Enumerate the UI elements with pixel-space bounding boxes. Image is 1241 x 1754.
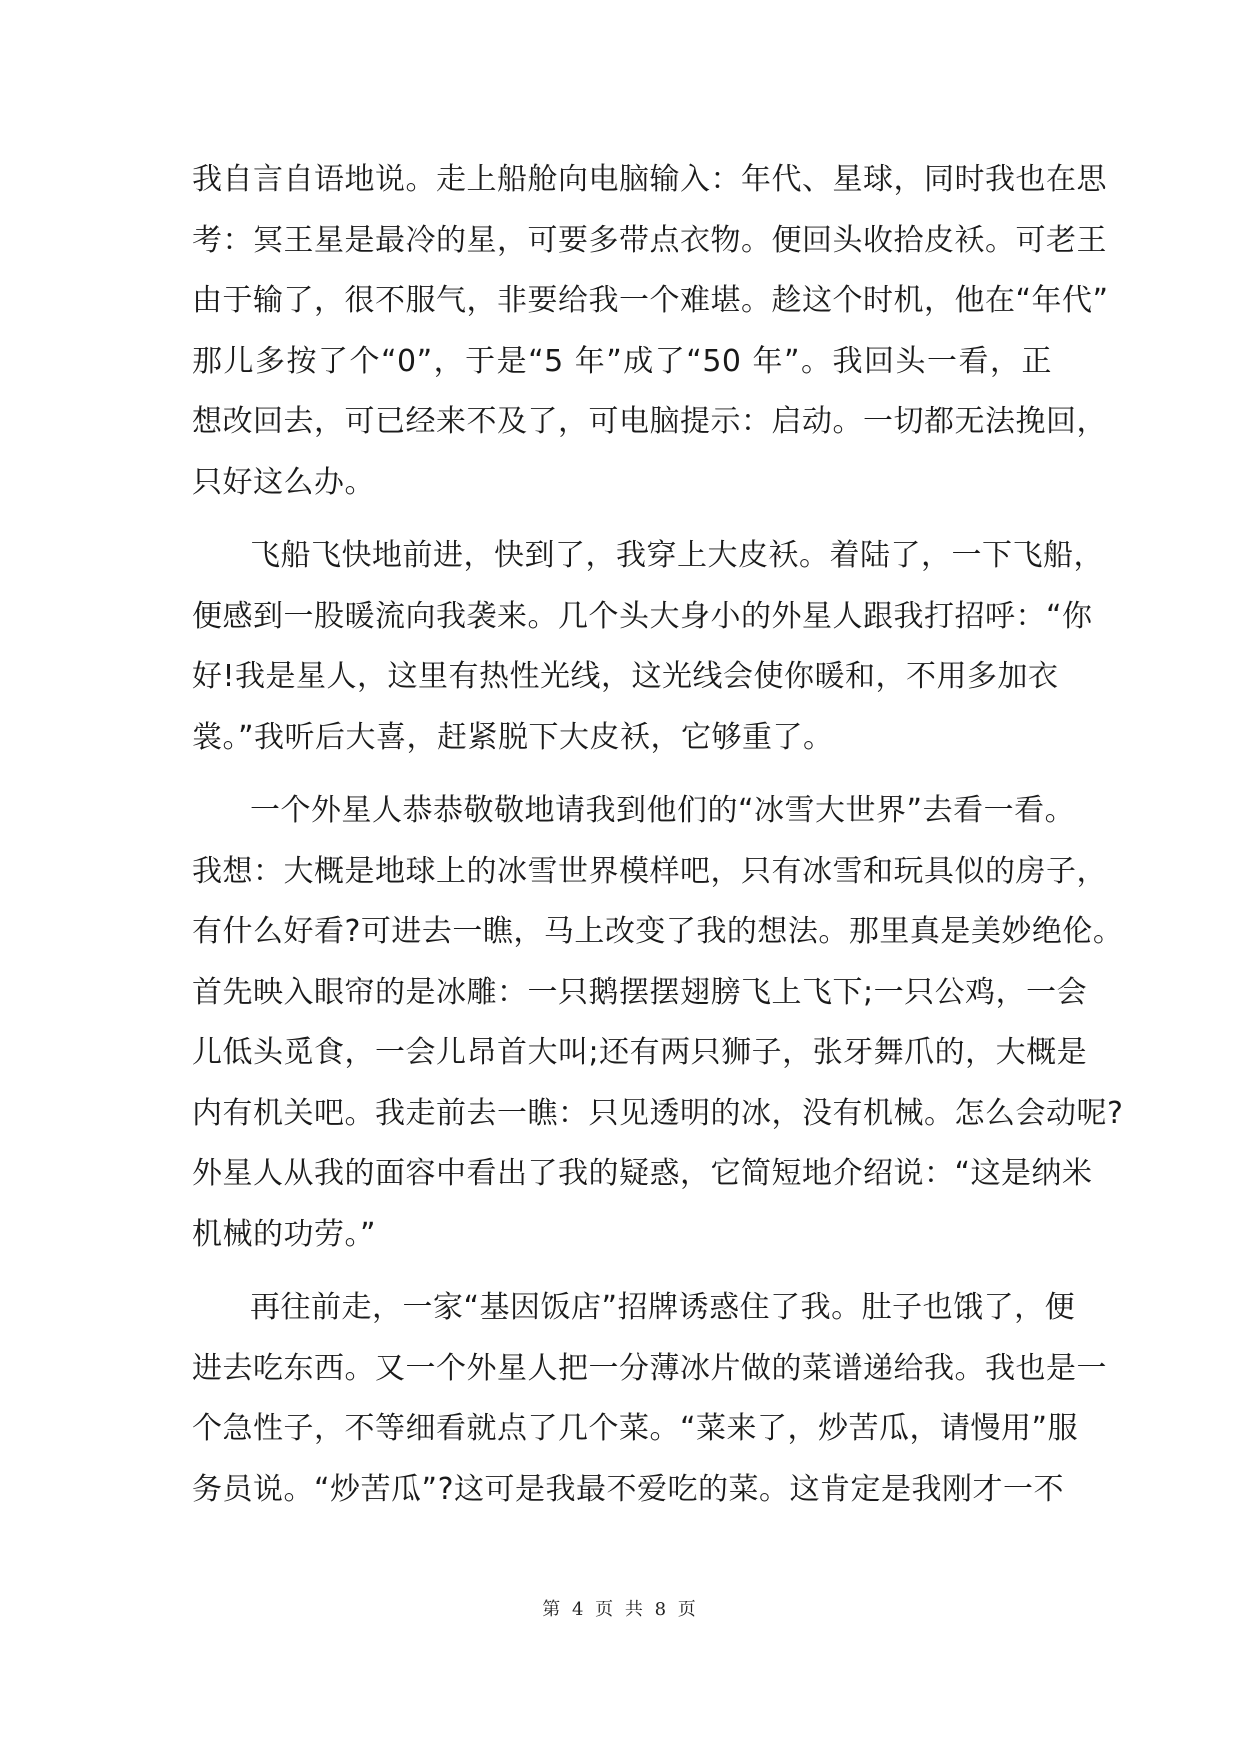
text-line: 那儿多按了个“0”，于是“5 年”成了“50 年”。我回头一看，正: [192, 343, 1052, 379]
text-line: 内有机关吧。我走前去一瞧：只见透明的冰，没有机械。怎么会动呢?: [192, 1095, 1124, 1131]
body-text: [192, 150, 1124, 1520]
text-line: 想改回去，可已经来不及了，可电脑提示：启动。一切都无法挽回，: [192, 404, 1107, 439]
text-line: 我想：大概是地球上的冰雪世界模样吧，只有冰雪和玩具似的房子，: [192, 853, 1107, 889]
text-line: 裳。”我听后大喜，赶紧脱下大皮袄，它够重了。: [192, 719, 834, 755]
paragraph-first-line: 飞船飞快地前进，快到了，我穿上大皮袄。着陆了，一下飞船，: [250, 538, 1104, 573]
paragraph-first-line: 再往前走，一家“基因饭店”招牌诱惑住了我。肚子也饿了，便: [250, 1290, 1076, 1325]
text-line: 考：冥王星是最冷的星，可要多带点衣物。便回头收拾皮袄。可老王: [192, 222, 1107, 258]
text-line: 务员说。“炒苦瓜”?这可是我最不爱吃的菜。这肯定是我刚才一不: [192, 1471, 1065, 1507]
text-line: 好!我是星人，这里有热性光线，这光线会使你暖和，不用多加衣: [192, 659, 1059, 694]
text-line: 机械的功劳。”: [192, 1216, 377, 1252]
text-line: 进去吃东西。又一个外星人把一分薄冰片做的菜谱递给我。我也是一: [192, 1350, 1107, 1386]
text-line: 只好这么办。: [192, 464, 375, 500]
text-line: 便感到一股暖流向我袭来。几个头大身小的外星人跟我打招呼：“你: [192, 598, 1093, 634]
text-line: 首先映入眼帘的是冰雕：一只鹅摆摆翅膀飞上飞下;一只公鸡，一会: [192, 974, 1088, 1010]
text-line: 外星人从我的面容中看出了我的疑惑，它简短地介绍说：“这是纳米: [192, 1156, 1093, 1191]
text-line: 我自言自语地说。走上船舱向电脑输入：年代、星球，同时我也在思: [192, 162, 1107, 197]
text-line: 儿低头觅食，一会儿昂首大叫;还有两只狮子，张牙舞爪的，大概是: [192, 1035, 1088, 1070]
text-line: 有什么好看?可进去一瞧，马上改变了我的想法。那里真是美妙绝伦。: [192, 914, 1124, 949]
paragraph-first-line: 一个外星人恭恭敬敬地请我到他们的“冰雪大世界”去看一看。: [250, 793, 1076, 828]
text-line: 个急性子，不等细看就点了几个菜。“菜来了，炒苦瓜，请慢用”服: [192, 1411, 1079, 1446]
text-line: 由于输了，很不服气，非要给我一个难堪。趁这个时机，他在“年代”: [192, 283, 1109, 318]
page-footer: 第 4 页 共 8 页: [542, 1599, 699, 1620]
